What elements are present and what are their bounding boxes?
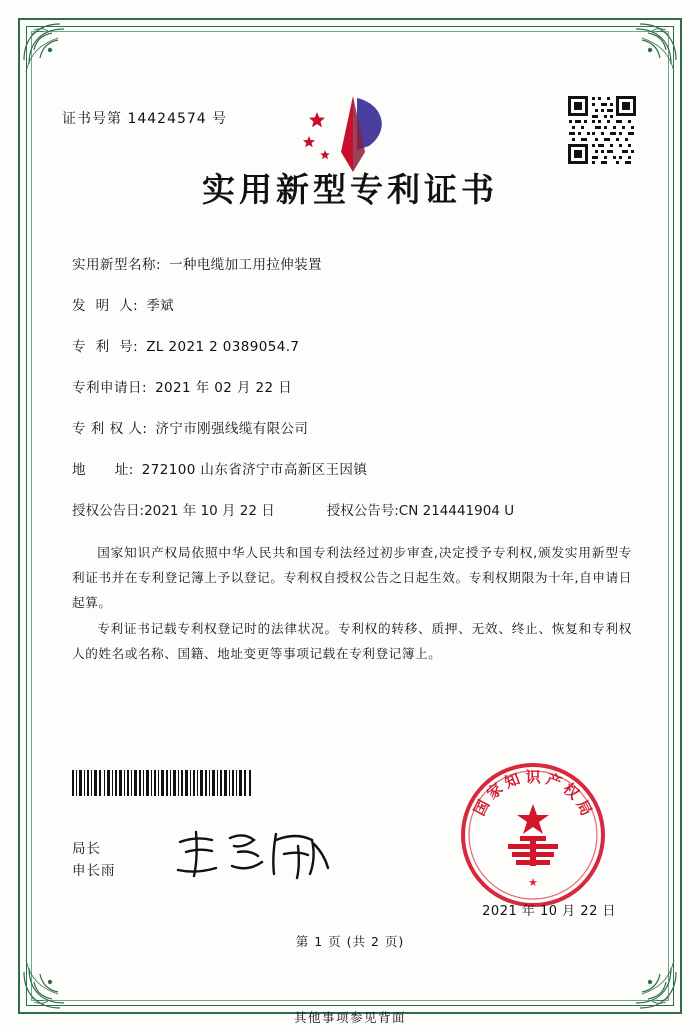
certificate-number: 证书号第 14424574 号 <box>62 111 228 127</box>
director-name: 申长雨 <box>72 863 116 880</box>
field-label: 专 利 号: <box>72 339 139 355</box>
svg-text:家: 家 <box>483 779 507 803</box>
field-value: 272100 山东省济宁市高新区王因镇 <box>141 462 368 478</box>
grant-date-label: 授权公告日: <box>72 503 145 519</box>
cnipa-logo-icon <box>295 90 405 186</box>
field-label: 发 明 人: <box>72 298 139 314</box>
svg-text:识: 识 <box>525 768 541 786</box>
field-grant-row <box>72 499 638 519</box>
field-list <box>62 253 638 519</box>
field-label: 专利申请日: <box>72 380 148 396</box>
legal-text-block <box>62 540 638 666</box>
field-label: 实用新型名称: <box>72 257 162 273</box>
field-label: 地 址: <box>72 462 134 478</box>
legal-paragraph-2: 专利证书记载专利权登记时的法律状况。专利权的转移、质押、无效、终止、恢复和专利权人的姓名或名称、国籍、地址变更等事项记载在专利登记簿上。 <box>72 620 632 661</box>
barcode-icon <box>72 770 252 796</box>
field-label: 专 利 权 人: <box>72 421 148 437</box>
legal-paragraph-1: 国家知识产权局依照中华人民共和国专利法经过初步审查,决定授予专利权,颁发实用新型专利证书并在专利登记簿上予以登记。专利权自授权公告之日起生效。专利权期限为十年,自申请日起算。 <box>72 545 632 611</box>
grant-date-value: 2021 年 10 月 22 日 <box>144 503 275 519</box>
grant-number-label: 授权公告号: <box>326 503 399 519</box>
official-seal-icon <box>458 760 608 910</box>
page-title: 实用新型专利证书 <box>202 170 498 209</box>
field-value: 济宁市刚强线缆有限公司 <box>155 421 309 437</box>
director-label: 局长 <box>72 841 101 857</box>
field-patent-number <box>72 335 638 355</box>
field-application-date <box>72 376 638 396</box>
field-patentee <box>72 417 638 437</box>
field-address <box>72 458 638 478</box>
svg-text:局: 局 <box>572 796 596 819</box>
handwritten-signature-icon <box>172 826 342 886</box>
field-value: ZL 2021 2 0389054.7 <box>146 339 300 355</box>
field-value: 一种电缆加工用拉伸装置 <box>169 257 322 273</box>
qr-code-icon <box>566 94 638 166</box>
back-side-note: 其他事项参见背面 <box>293 1010 406 1025</box>
svg-text:知: 知 <box>501 769 523 792</box>
certificate-content <box>62 70 638 972</box>
field-inventor <box>72 294 638 314</box>
field-value: 2021 年 02 月 22 日 <box>155 380 293 396</box>
svg-text:国: 国 <box>470 796 494 819</box>
signature-block <box>72 838 116 883</box>
grant-number-value: CN 214441904 U <box>398 503 515 519</box>
svg-text:★: ★ <box>528 876 538 889</box>
field-utility-model-name <box>72 253 638 273</box>
field-value: 季斌 <box>146 298 175 314</box>
svg-text:权: 权 <box>559 779 583 803</box>
svg-text:产: 产 <box>543 769 565 792</box>
seal-date: 2021 年 10 月 22 日 <box>482 904 616 919</box>
page-indicator: 第 1 页 (共 2 页) <box>295 934 405 949</box>
